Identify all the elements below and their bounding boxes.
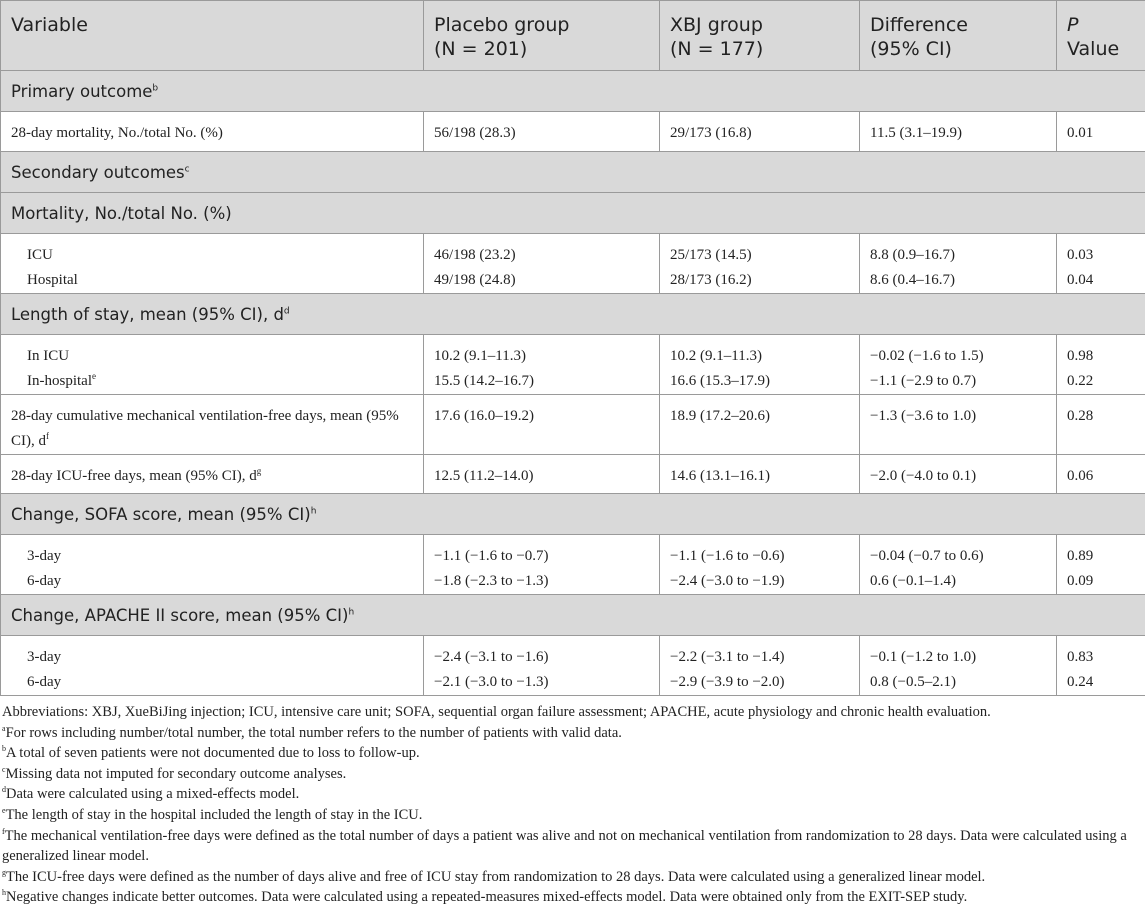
difference-value-in-hospital: −1.1 (−2.9 to 0.7): [870, 369, 1046, 394]
header-row: [1, 1, 1145, 71]
xbj-value-3-day: −1.1 (−1.6 to −0.6): [670, 544, 849, 569]
footnote-text: For rows including number/total number, the total number refers to the number of patients with valid data.: [6, 725, 622, 741]
section-title: [1, 595, 1145, 636]
row-label-icu: ICU: [11, 243, 413, 268]
table-row: [1, 535, 1145, 595]
footnote-text: The ICU-free days were defined as the number of days alive and free of ICU stay from randomization to 28 days. Data were calculated using a generalized linear model.: [6, 869, 985, 885]
row-label-3-day: 3-day: [11, 645, 413, 670]
xbj-value-hospital: 28/173 (16.2): [670, 268, 849, 293]
table-row: [1, 636, 1145, 696]
p-value-hospital: 0.04: [1067, 268, 1135, 293]
table-footnotes: [2, 702, 1142, 908]
difference-value: −1.3 (−3.6 to 1.0): [860, 395, 1057, 455]
placebo-value: [424, 535, 660, 595]
placebo-value: [424, 335, 660, 395]
section-title-text: Length of stay, mean (95% CI), d: [11, 305, 284, 324]
table-row: [1, 335, 1145, 395]
header-difference: [860, 1, 1057, 71]
p-value-in-hospital: 0.22: [1067, 369, 1135, 394]
row-label-icu-free-text: 28-day ICU-free days, mean (95% CI), d: [11, 468, 257, 484]
section-title: [1, 294, 1145, 335]
footnote-f: [2, 826, 1142, 867]
footnote-h: [2, 887, 1142, 908]
footnote-mark: g: [257, 466, 262, 476]
row-label-in-icu: In ICU: [11, 344, 413, 369]
section-primary-outcome: [1, 71, 1145, 112]
placebo-value-hospital: 49/198 (24.8): [434, 268, 649, 293]
xbj-value-in-hospital: 16.6 (15.3–17.9): [670, 369, 849, 394]
p-value: 0.28: [1057, 395, 1145, 455]
xbj-value-3-day: −2.2 (−3.1 to −1.4): [670, 645, 849, 670]
footnote-mark: e: [2, 806, 6, 815]
xbj-value: [660, 535, 860, 595]
footnote-text: The mechanical ventilation-free days were defined as the total number of days a patient was alive and not on mechanical ventilation from randomization to 28 days. Data were calculated using a generalized linear model.: [2, 828, 1127, 865]
footnote-mark: e: [92, 371, 96, 381]
xbj-value: [660, 636, 860, 696]
footnote-mark: d: [2, 786, 6, 795]
header-p-line1: P: [1067, 13, 1135, 37]
section-title: [1, 71, 1145, 112]
row-label-6-day: 6-day: [11, 569, 413, 594]
xbj-value-6-day: −2.9 (−3.9 to −2.0): [670, 670, 849, 695]
footnote-mark: b: [152, 83, 158, 93]
placebo-value-6-day: −1.8 (−2.3 to −1.3): [434, 569, 649, 594]
difference-value: −2.0 (−4.0 to 0.1): [860, 455, 1057, 494]
footnote-text: Negative changes indicate better outcomes. Data were calculated using a repeated-measures mixed-effects model. Data were obtained only from the EXIT-SEP study.: [6, 889, 967, 905]
xbj-value: 14.6 (13.1–16.1): [660, 455, 860, 494]
footnote-mark: h: [311, 506, 317, 516]
footnote-mark: f: [46, 431, 49, 441]
footnote-mark: c: [2, 765, 6, 774]
header-diff-line2: (95% CI): [870, 37, 1046, 61]
row-label-in-hospital-text: In-hospital: [27, 373, 92, 389]
section-apache: [1, 595, 1145, 636]
difference-value: [860, 335, 1057, 395]
p-value-6-day: 0.09: [1067, 569, 1135, 594]
p-value: 0.06: [1057, 455, 1145, 494]
row-label: 28-day mortality, No./total No. (%): [1, 112, 424, 152]
xbj-value: [660, 234, 860, 294]
placebo-value-3-day: −2.4 (−3.1 to −1.6): [434, 645, 649, 670]
header-xbj-line1: XBJ group: [670, 13, 849, 37]
difference-value: [860, 535, 1057, 595]
header-p-line2: Value: [1067, 37, 1135, 61]
p-value: [1057, 234, 1145, 294]
section-length-of-stay: [1, 294, 1145, 335]
header-placebo-line2: (N = 201): [434, 37, 649, 61]
difference-value: 11.5 (3.1–19.9): [860, 112, 1057, 152]
header-diff-line1: Difference: [870, 13, 1046, 37]
footnote-text: A total of seven patients were not documented due to loss to follow-up.: [6, 745, 420, 761]
difference-value-3-day: −0.1 (−1.2 to 1.0): [870, 645, 1046, 670]
section-title-text: Change, SOFA score, mean (95% CI): [11, 505, 311, 524]
footnote-mark: c: [185, 164, 190, 174]
footnote-d: [2, 784, 1142, 805]
difference-value-hospital: 8.6 (0.4–16.7): [870, 268, 1046, 293]
footnote-mark: h: [348, 607, 354, 617]
table-row: [1, 112, 1145, 152]
section-sofa: [1, 494, 1145, 535]
row-label-6-day: 6-day: [11, 670, 413, 695]
footnote-mark: a: [2, 724, 6, 733]
section-title: [1, 494, 1145, 535]
footnote-a: [2, 723, 1142, 744]
section-title: Mortality, No./total No. (%): [1, 193, 1145, 234]
section-mortality: [1, 193, 1145, 234]
footnote-mark: g: [2, 868, 6, 877]
row-label: [1, 234, 424, 294]
row-label: [1, 535, 424, 595]
footnote-c: [2, 764, 1142, 785]
row-label: [1, 455, 424, 494]
row-label-hospital: Hospital: [11, 268, 413, 293]
placebo-value: [424, 234, 660, 294]
p-value-3-day: 0.89: [1067, 544, 1135, 569]
footnote-mark: f: [2, 827, 5, 836]
header-variable: [1, 1, 424, 71]
p-value: [1057, 636, 1145, 696]
row-label: [1, 636, 424, 696]
xbj-value: [660, 335, 860, 395]
footnote-mark: d: [284, 306, 290, 316]
header-placebo: [424, 1, 660, 71]
p-value: [1057, 535, 1145, 595]
footnote-g: [2, 867, 1142, 888]
footnote-mark: h: [2, 889, 6, 898]
placebo-value-6-day: −2.1 (−3.0 to −1.3): [434, 670, 649, 695]
footnote-mark: b: [2, 744, 6, 753]
p-value: [1057, 335, 1145, 395]
header-xbj-line2: (N = 177): [670, 37, 849, 61]
xbj-value: 18.9 (17.2–20.6): [660, 395, 860, 455]
footnote-text: Missing data not imputed for secondary outcome analyses.: [6, 766, 347, 782]
row-label: [1, 395, 424, 455]
table-row: [1, 234, 1145, 294]
row-label-in-hospital: [11, 369, 413, 394]
header-xbj: [660, 1, 860, 71]
table-row: [1, 455, 1145, 494]
difference-value: [860, 234, 1057, 294]
p-value-6-day: 0.24: [1067, 670, 1135, 695]
p-value-in-icu: 0.98: [1067, 344, 1135, 369]
footnote-text: The length of stay in the hospital included the length of stay in the ICU.: [6, 807, 423, 823]
p-value-icu: 0.03: [1067, 243, 1135, 268]
row-label-ventilation-text: 28-day cumulative mechanical ventilation-free days, mean (95% CI), d: [11, 408, 399, 449]
row-label-3-day: 3-day: [11, 544, 413, 569]
difference-value-6-day: 0.6 (−0.1–1.4): [870, 569, 1046, 594]
header-p-value: [1057, 1, 1145, 71]
difference-value-6-day: 0.8 (−0.5–2.1): [870, 670, 1046, 695]
placebo-value-in-icu: 10.2 (9.1–11.3): [434, 344, 649, 369]
difference-value-3-day: −0.04 (−0.7 to 0.6): [870, 544, 1046, 569]
header-variable-text: Variable: [11, 13, 413, 37]
placebo-value: 56/198 (28.3): [424, 112, 660, 152]
placebo-value: [424, 636, 660, 696]
placebo-value: 17.6 (16.0–19.2): [424, 395, 660, 455]
table-row: [1, 395, 1145, 455]
section-title-text: Change, APACHE II score, mean (95% CI): [11, 606, 348, 625]
abbreviations-note: Abbreviations: XBJ, XueBiJing injection; ICU, intensive care unit; SOFA, sequential organ failure assessment; APACHE, acute physiology and chronic health evaluation.: [2, 702, 1142, 723]
row-label: [1, 335, 424, 395]
section-title-text: Secondary outcomes: [11, 163, 185, 182]
placebo-value-3-day: −1.1 (−1.6 to −0.7): [434, 544, 649, 569]
footnote-text: Data were calculated using a mixed-effects model.: [6, 786, 299, 802]
header-placebo-line1: Placebo group: [434, 13, 649, 37]
xbj-value: 29/173 (16.8): [660, 112, 860, 152]
difference-value: [860, 636, 1057, 696]
xbj-value-icu: 25/173 (14.5): [670, 243, 849, 268]
footnote-b: [2, 743, 1142, 764]
p-value: 0.01: [1057, 112, 1145, 152]
difference-value-in-icu: −0.02 (−1.6 to 1.5): [870, 344, 1046, 369]
section-title: [1, 152, 1145, 193]
footnote-e: [2, 805, 1142, 826]
xbj-value-in-icu: 10.2 (9.1–11.3): [670, 344, 849, 369]
xbj-value-6-day: −2.4 (−3.0 to −1.9): [670, 569, 849, 594]
difference-value-icu: 8.8 (0.9–16.7): [870, 243, 1046, 268]
placebo-value-in-hospital: 15.5 (14.2–16.7): [434, 369, 649, 394]
p-value-3-day: 0.83: [1067, 645, 1135, 670]
section-title-text: Primary outcome: [11, 82, 152, 101]
placebo-value: 12.5 (11.2–14.0): [424, 455, 660, 494]
placebo-value-icu: 46/198 (23.2): [434, 243, 649, 268]
section-secondary-outcomes: [1, 152, 1145, 193]
